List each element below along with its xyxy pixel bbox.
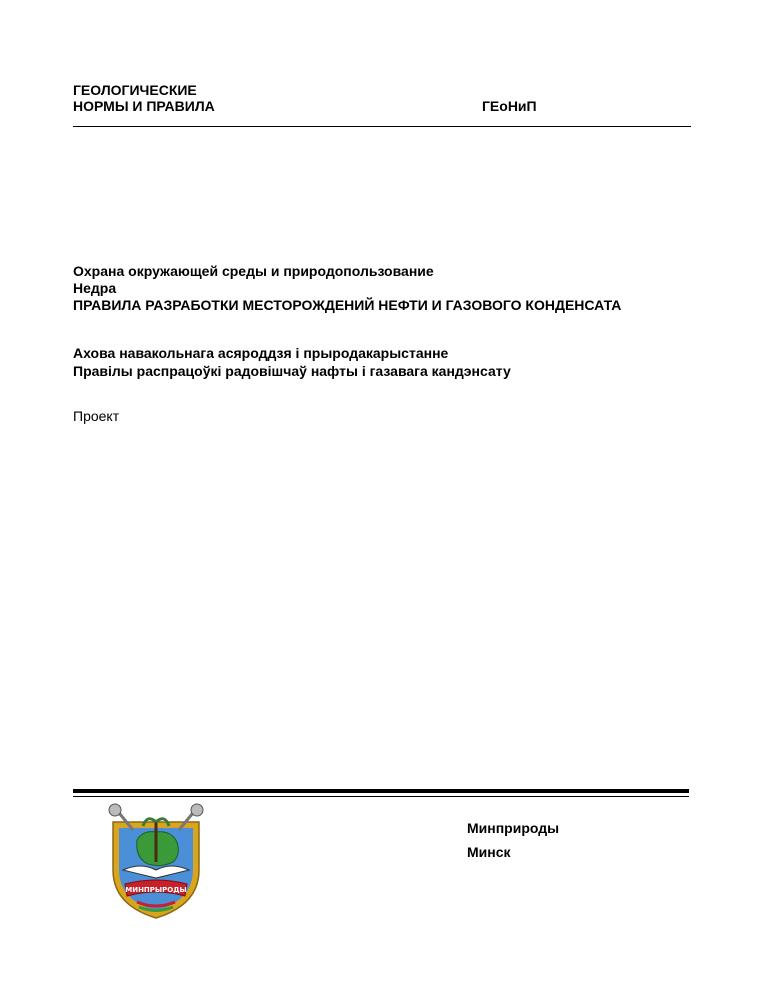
footer-divider-thick xyxy=(73,789,689,793)
document-status: Проект xyxy=(73,408,120,424)
title-by-line2: Правілы распрацоўкі радовішчаў нафты і газавага кандэнсату xyxy=(73,363,511,379)
publisher-city: Минск xyxy=(467,844,511,860)
footer-divider-thin xyxy=(73,796,689,797)
publisher-org: Минприроды xyxy=(467,820,560,836)
emblem-ribbon-text: МИНПРЫРОДЫ xyxy=(125,886,187,894)
title-ru-line3: ПРАВИЛА РАЗРАБОТКИ МЕСТОРОЖДЕНИЙ НЕФТИ И ГАЗОВОГО КОНДЕНСАТА xyxy=(73,297,622,313)
header-org-line2: НОРМЫ И ПРАВИЛА xyxy=(73,98,215,114)
publisher-block xyxy=(467,816,559,864)
ministry-emblem-logo xyxy=(103,800,209,920)
title-by-line1: Ахова навакольнага асяроддзя і прыродакарыстанне xyxy=(73,345,449,361)
header-divider xyxy=(73,126,691,127)
document-header xyxy=(73,82,215,114)
title-ru-line2: Недра xyxy=(73,280,117,296)
emblem-svg xyxy=(103,800,209,920)
document-code: ГЕоНиП xyxy=(482,98,537,114)
title-ru-line1: Охрана окружающей среды и природопользование xyxy=(73,263,434,279)
title-ru xyxy=(73,263,621,314)
header-org-line1: ГЕОЛОГИЧЕСКИЕ xyxy=(73,82,197,98)
title-by xyxy=(73,344,511,380)
